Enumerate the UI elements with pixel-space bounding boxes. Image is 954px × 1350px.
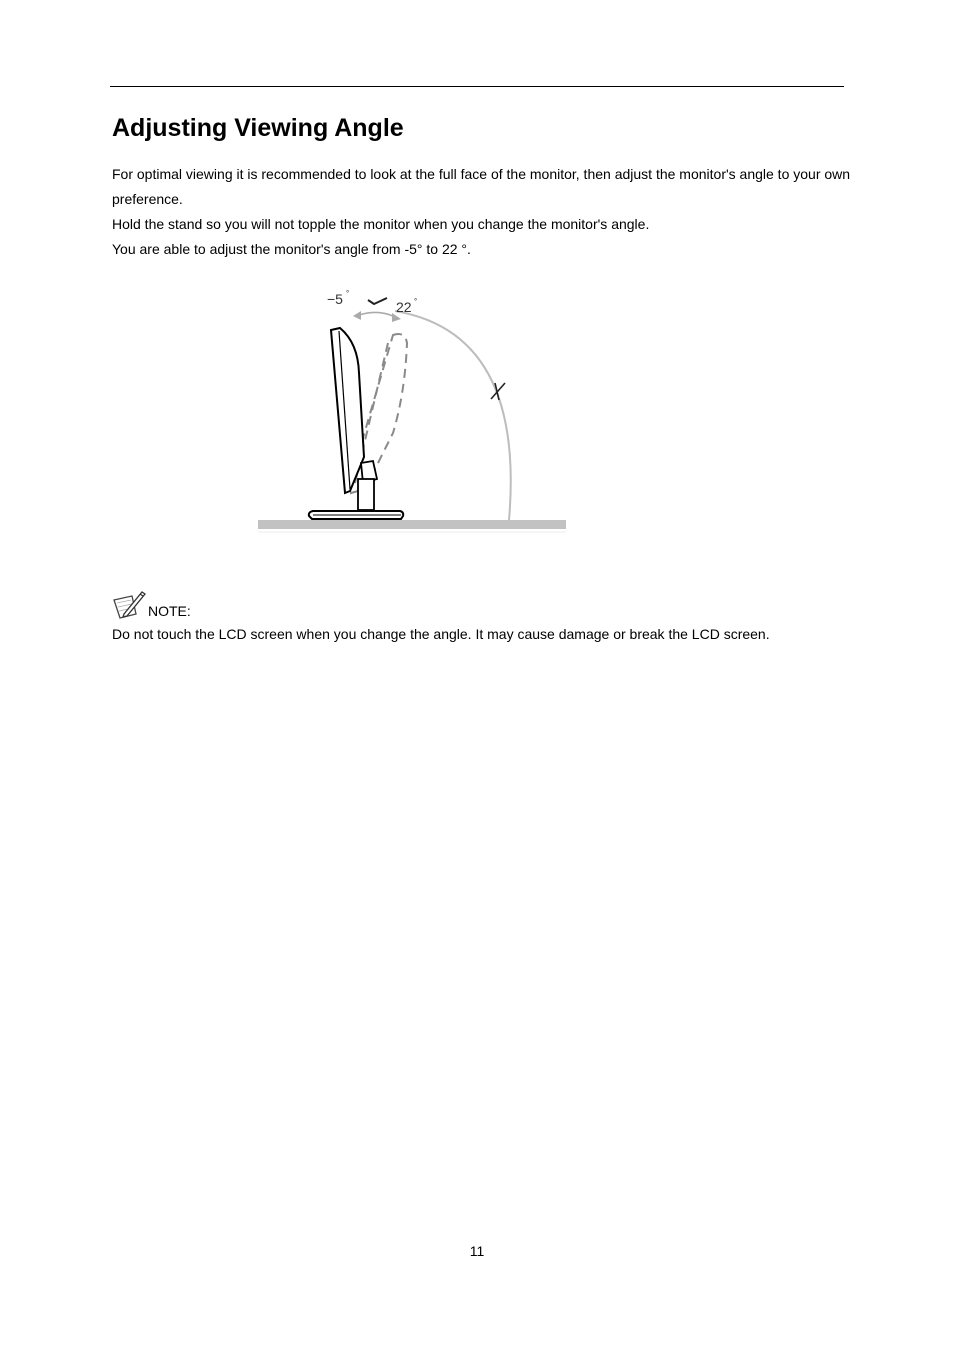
- body-text: [112, 162, 852, 262]
- page-number: 11: [469, 1243, 485, 1259]
- note-header: [112, 588, 852, 620]
- tilt-angle-illustration: [255, 283, 575, 538]
- angle-range-arrow: [359, 312, 395, 317]
- note-pencil-icon: [112, 590, 146, 620]
- label-22: 22: [396, 299, 412, 315]
- paragraph-hold-stand: Hold the stand so you will not topple the monitor when you change the monitor's angle.: [112, 216, 650, 232]
- table-surface: [258, 520, 566, 529]
- page-title: Adjusting Viewing Angle: [112, 114, 404, 142]
- degree-mark-plus: °: [414, 297, 418, 306]
- degree-mark-minus: °: [346, 289, 350, 298]
- stand-neck: [358, 479, 374, 510]
- check-mark-icon: [368, 298, 387, 304]
- swing-arc: [395, 311, 511, 520]
- note-text: Do not touch the LCD screen when you change the angle. It may cause damage or break the LCD screen.: [112, 626, 770, 642]
- monitor-panel: [331, 328, 364, 493]
- note-label: NOTE:: [148, 603, 191, 619]
- header-rule: [110, 86, 844, 87]
- note-section: [112, 588, 852, 647]
- paragraph-optimal-viewing: For optimal viewing it is recommended to look at the full face of the monitor, then adjust the monitor's angle to your own preference.: [112, 166, 851, 207]
- paragraph-angle-range: You are able to adjust the monitor's angle from -5° to 22 °.: [112, 241, 471, 257]
- label-minus-5: −5: [327, 291, 343, 307]
